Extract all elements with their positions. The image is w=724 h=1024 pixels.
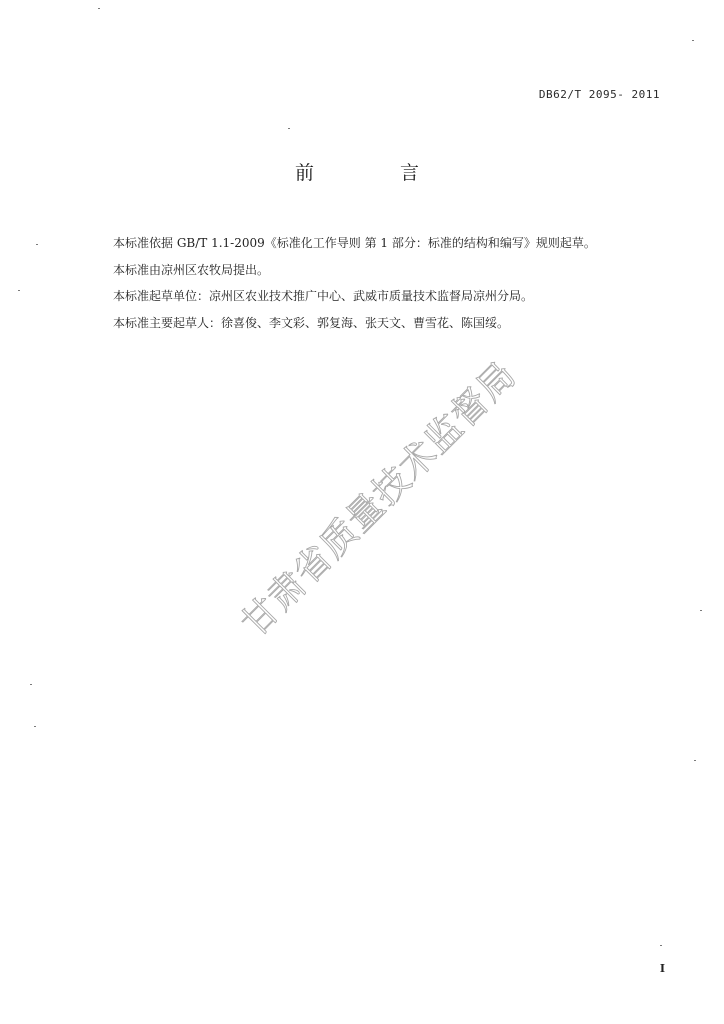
page-title: 前 言 [294,162,460,184]
scan-speck [30,684,32,685]
scan-speck [288,128,290,129]
scan-speck [98,8,100,9]
scan-speck [34,726,36,727]
paragraph-proposer: 本标准由凉州区农牧局提出。 [113,262,270,277]
paragraph-drafting-units: 本标准起草单位：凉州区农业技术推广中心、武威市质量技术监督局凉州分局。 [113,289,534,303]
watermark-stamp: 甘肃省质量技术监督局 [233,354,525,645]
page-number: I [659,962,665,975]
scan-speck [700,610,702,611]
scan-speck [692,40,694,41]
paragraph-drafters: 本标准主要起草人：徐喜俊、李文彩、郭复海、张天文、曹雪花、陈国绥。 [113,315,510,330]
scan-speck [694,760,696,761]
foreword-body [113,230,673,336]
scan-speck [660,945,662,946]
paragraph-drafting-rules: 本标准依据 GB/T 1.1-2009《标准化工作导则 第 1 部分：标准的结构和编写》规则起草。 [113,236,596,250]
scan-speck [36,244,38,245]
standard-number: DB62/T 2095- 2011 [538,88,660,101]
scan-speck [18,290,20,291]
